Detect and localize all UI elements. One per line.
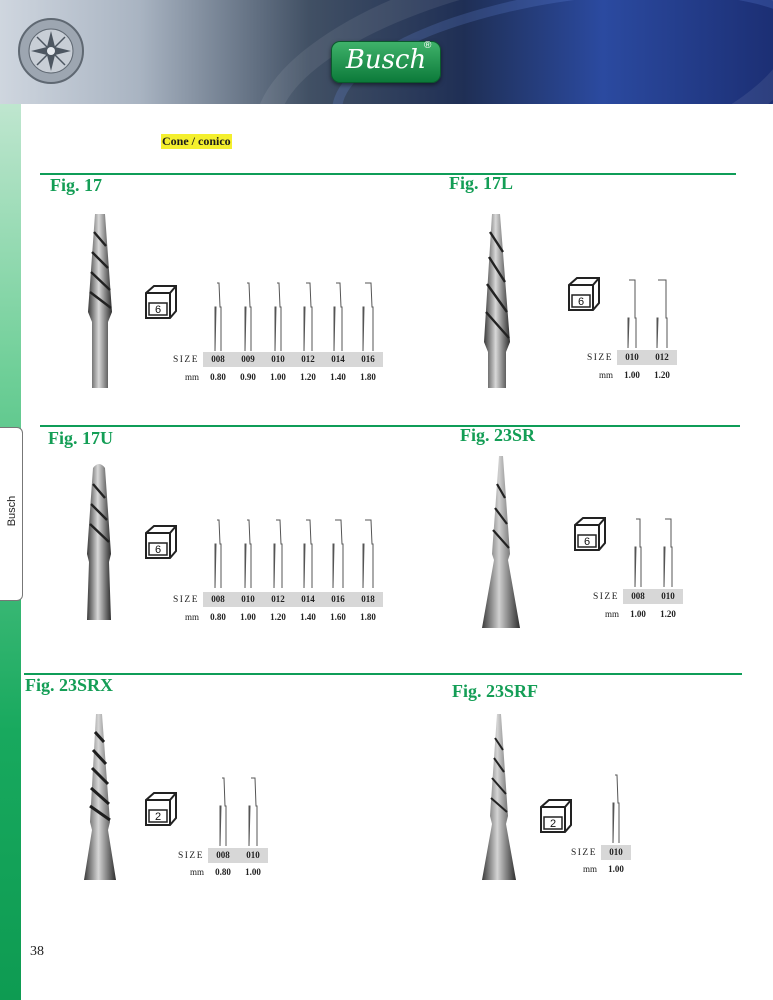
mm-caption: mm [189,867,204,877]
bur-drawing [323,518,353,588]
mm-caption: mm [604,609,619,619]
bur-size-illustrations [208,776,268,846]
mm-cell: 0.80 [210,612,226,622]
size-cell: 010 [601,845,631,860]
size-cell: 010 [263,352,293,367]
mm-row [153,372,383,382]
bur-drawing [617,278,647,348]
bur-drawing [238,776,268,846]
bur-size-illustrations [203,281,383,351]
size-cell: 008 [203,352,233,367]
size-row [567,350,677,365]
divider-rule [24,673,742,675]
mm-cell: 1.20 [300,372,316,382]
bur-drawing [353,281,383,351]
svg-text:6: 6 [154,544,162,556]
package-icon [142,790,180,828]
divider-rule [40,425,740,427]
mm-cell: 1.60 [330,612,346,622]
size-caption: SIZE [177,850,204,861]
size-cell: 010 [617,350,647,365]
mm-cell: 0.80 [210,372,226,382]
mm-cell: 1.40 [330,372,346,382]
mm-cell: 1.20 [660,609,676,619]
svg-text:2: 2 [154,811,162,823]
bur-size-illustrations [601,773,631,843]
size-cell: 010 [233,592,263,607]
mm-cell: 1.00 [270,372,286,382]
header-banner [0,0,773,104]
bur-drawing [293,518,323,588]
size-cell: 012 [263,592,293,607]
package-icon [571,515,609,553]
page-number: 38 [30,944,44,959]
svg-text:6: 6 [154,304,162,316]
size-cell: 016 [353,352,383,367]
mm-row [573,609,683,619]
cone-bur-long-photo [478,212,516,390]
mm-cell: 1.80 [360,612,376,622]
mm-row [551,864,631,874]
svg-text:6: 6 [583,536,591,548]
figure-title: Fig. 17U [48,428,113,448]
cone-bur-rounded-photo [81,462,119,622]
svg-text:6: 6 [577,296,585,308]
cone-bur-pointed-photo [480,454,522,630]
bur-drawing [353,518,383,588]
size-cell: 012 [293,352,323,367]
bur-drawing [233,518,263,588]
mm-cell: 0.90 [240,372,256,382]
mm-caption: mm [184,372,199,382]
figure-title: Fig. 17L [449,173,514,193]
mm-cell: 1.00 [608,864,624,874]
figure-title: Fig. 17 [50,175,102,195]
size-cell: 008 [623,589,653,604]
bur-drawing [208,776,238,846]
mm-row [153,612,383,622]
size-row [153,352,383,367]
mm-cell: 0.80 [215,867,231,877]
size-caption: SIZE [592,591,619,602]
mm-cell: 1.00 [245,867,261,877]
section-label: Cone / conico [162,134,231,148]
bur-drawing [653,517,683,587]
bur-size-illustrations [203,518,383,588]
divider-rule [40,173,736,175]
bur-drawing [293,281,323,351]
mm-cell: 1.20 [270,612,286,622]
package-icon [142,523,180,561]
mm-cell: 1.00 [630,609,646,619]
mm-cell: 1.40 [300,612,316,622]
registered-mark: ® [424,40,432,51]
size-cell: 014 [293,592,323,607]
mm-caption: mm [582,864,597,874]
size-caption: SIZE [172,594,199,605]
mm-cell: 1.00 [624,370,640,380]
bur-drawing [263,281,293,351]
globe-seal-icon [17,17,85,85]
bur-drawing [323,281,353,351]
mm-caption: mm [184,612,199,622]
package-icon [565,275,603,313]
size-cell: 016 [323,592,353,607]
bur-drawing [647,278,677,348]
size-row [153,592,383,607]
mm-cell: 1.80 [360,372,376,382]
figure-title: Fig. 23SR [460,425,536,445]
size-cell: 008 [208,848,238,863]
size-row [551,845,631,860]
size-cell: 008 [203,592,233,607]
size-cell: 010 [238,848,268,863]
cone-bur-fine-photo [478,712,520,882]
size-cell: 018 [353,592,383,607]
size-row [573,589,683,604]
bur-drawing [623,517,653,587]
mm-cell: 1.20 [654,370,670,380]
bur-drawing [601,773,631,843]
mm-caption: mm [598,370,613,380]
svg-text:2: 2 [549,818,557,830]
size-cell: 014 [323,352,353,367]
mm-row [158,867,268,877]
size-row [158,848,268,863]
bur-size-illustrations [623,517,683,587]
cone-bur-coarse-photo [80,712,120,882]
brand-name: Busch [345,45,427,75]
bur-drawing [203,518,233,588]
size-caption: SIZE [570,847,597,858]
bur-size-illustrations [617,278,677,348]
side-tab-label: Busch [6,495,18,527]
figure-title: Fig. 23SRF [452,681,539,701]
size-caption: SIZE [172,354,199,365]
bur-drawing [233,281,263,351]
figure-title: Fig. 23SRX [25,675,114,695]
mm-row [567,370,677,380]
package-icon [537,797,575,835]
bur-drawing [263,518,293,588]
size-cell: 010 [653,589,683,604]
package-icon [142,283,180,321]
cone-bur-photo [82,212,118,390]
bur-drawing [203,281,233,351]
size-cell: 009 [233,352,263,367]
size-caption: SIZE [586,352,613,363]
size-cell: 012 [647,350,677,365]
mm-cell: 1.00 [240,612,256,622]
